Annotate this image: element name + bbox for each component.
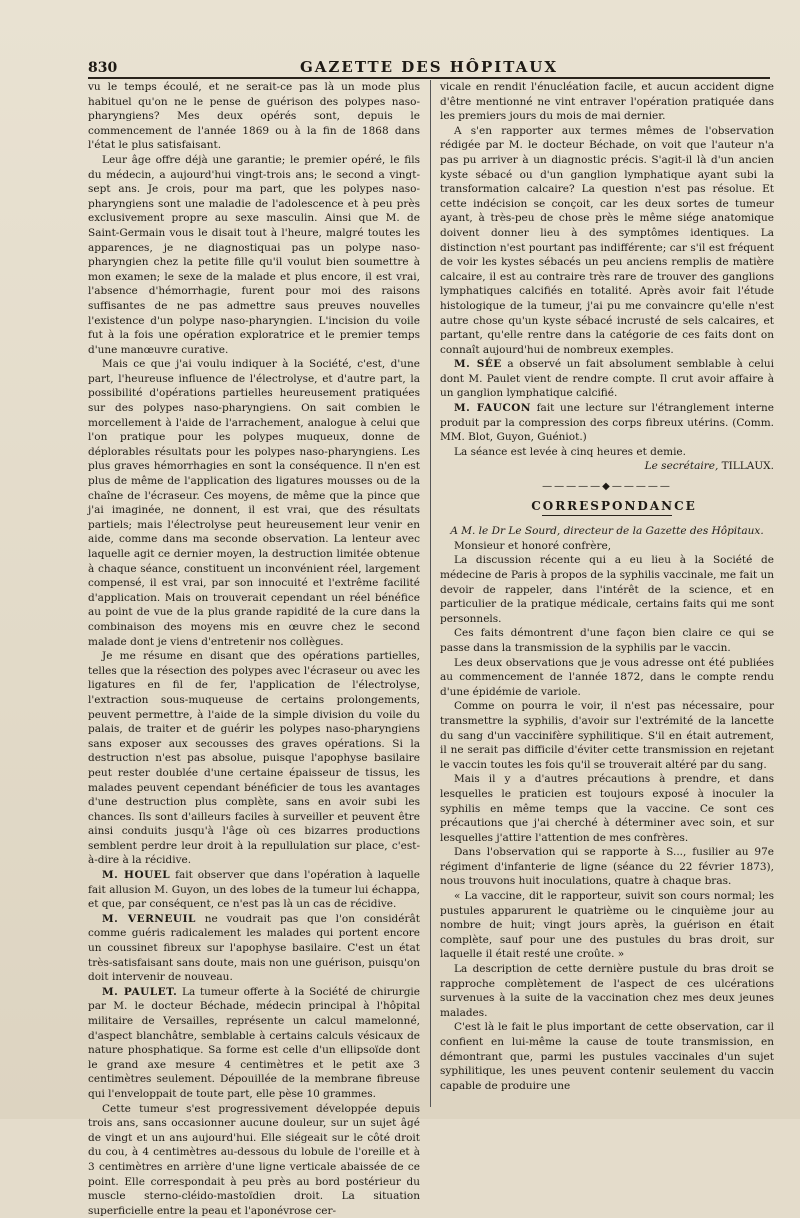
speaker-name: M. HOUEL (102, 869, 171, 882)
page-number: 830 (88, 60, 118, 76)
secretary-name: TILLAUX. (721, 460, 774, 473)
paragraph: Comme on pourra le voir, il n'est pas nécessaire, pour transmettre la syphilis, d'avoir sur l'extrémité de la lancette du sang d'un vaccinifère syphilitique. S'il en était autrement, il ne serait pas difficile d'éviter cette transmission en rejetant le vaccin toutes les fois qu'il se trouverait altéré par du sang. (440, 700, 774, 771)
section-title: CORRESPONDANCE (531, 498, 697, 513)
journal-title: GAZETTE DES HÔPITAUX (299, 58, 558, 76)
remark-text: fait observer que dans l'opération à laquelle fait allusion M. Guyon, un des lobes de la tumeur lui échappa, et que, par conséquent, ce n'est pas là un cas de récidive. (88, 869, 420, 911)
paulet-remark (88, 985, 420, 1102)
remark-text: a observé un fait absolument semblable à celui dont M. Paulet vient de rendre compte. Il crut avoir affaire à un ganglion lymphatique calcifié. (440, 358, 774, 400)
see-remark (440, 357, 774, 401)
paragraph: Ces faits démontrent d'une façon bien claire ce qui se passe dans la transmission de la syphilis par le vaccin. (440, 627, 774, 654)
header-rule (88, 77, 770, 79)
right-column (440, 80, 774, 1093)
speaker-name: M. PAULET. (102, 985, 178, 998)
houel-remark (88, 868, 420, 912)
paragraph: La discussion récente qui a eu lieu à la Société de médecine de Paris à propos de la syphilis vaccinale, me fait un devoir de rappeler, dans l'intérêt de la science, et en particulier de la pratique médicale, certains faits qui me sont personnels. (440, 554, 774, 625)
speaker-name: M. VERNEUIL (102, 912, 196, 925)
section-rule (542, 515, 672, 516)
paragraph: Mais ce que j'ai voulu indiquer à la Société, c'est, d'une part, l'heureuse influence de l'électrolyse, et d'autre part, la possibilité d'opérations partielles heureusement pratiquées sur des polypes naso-pharyngiens. On sait combien le morcellement à l'aide de l'arrachement, analogue à celui que l'on pratique pour les polypes muqueux, donne de déplorables résultats pour les polypes naso-pharyngiens. Les plus graves hémorrhagies en sont la conséquence. Il n'en est plus de même de l'application des ligatures mousses ou de la chaîne de l'écraseur. Ces moyens, de même que la pince que j'ai imaginée, ne donnent, il est vrai, que des résultats partiels; mais l'électrolyse peut heureusement leur venir en aide, comme dans ma seconde observation. La lenteur avec laquelle agit ce dernier moyen, la destruction limitée obtenue à chaque séance, constituent un inconvénient réel, largement compensé, il est vrai, par son innocuité et l'extrême facilité d'application. Mais on trouverait cependant un réel bénéfice au point de vue de la plus grande rapidité de la cure dans la combinaison des moyens mis en œuvre chez le second malade dont je viens d'entretenir nos collègues. (88, 358, 420, 648)
paragraph: vu le temps écoulé, et ne serait-ce pas là un mode plus habituel qu'on ne le pense de guérison des polypes naso-pharyngiens? Mes deux opérés sont, depuis le commencement de l'année 1869 ou à la fin de 1868 dans l'état le plus satisfaisant. (88, 81, 420, 152)
paragraph: La description de cette dernière pustule du bras droit se rapproche complètement de l'aspect de ces ulcérations survenues à la suite de la vaccination chez mes deux jeunes malades. (440, 963, 774, 1019)
letter-salutation: Monsieur et honoré confrère, (454, 539, 612, 552)
column-divider (430, 80, 431, 1107)
paragraph: A s'en rapporter aux termes mêmes de l'observation rédigée par M. le docteur Béchade, on voit que l'auteur n'a pas pu arriver à un diagnostic précis. S'agit-il là d'un ancien kyste sébacé ou d'un ganglion lymphatique ayant subi la transformation calcaire? La question n'est pas résolue. Et cette indécision se conçoit, car les deux sortes de tumeur ayant, à très-peu de chose près le même siége anatomique doivent donner lieu à des symptômes identiques. La distinction n'est pourtant pas indifférente; car s'il est fréquent de voir les kystes sébacés un peu anciens remplis de matière calcaire, il est au contraire très rare de trouver des ganglions lymphatiques calcifiés en totalité. Après avoir fait l'étude histologique de la tumeur, j'ai pu me convaincre qu'elle n'est autre chose qu'un kyste sébacé incrusté de sels calcaires, et partant, qu'elle rentre dans la catégorie de ces faits dont on connaît aujourd'hui de nombreux exemples. (440, 124, 774, 356)
remark-text: La tumeur offerte à la Société de chirurgie par M. le docteur Béchade, médecin principal à l'hôpital militaire de Versailles, représente un calcul mamelonné, d'aspect blanchâtre, semblable à certains calculs vésicaux de nature phosphatique. Sa forme est celle d'un ellipsoïde dont le grand axe mesure 4 centimètres et le petit axe 3 centimètres seulement. Dépouillée de la membrane fibreuse qui l'enveloppait de toute part, elle pèse 10 grammes. (88, 985, 420, 1100)
secretary-role: Le secrétaire, (644, 460, 719, 473)
paragraph: Dans l'observation qui se rapporte à S..., fusilier au 97e régiment d'infanterie de ligne (séance du 22 février 1873), nous trouvons huit inoculations, quatre à chaque bras. (440, 846, 774, 888)
paragraph: Je me résume en disant que des opérations partielles, telles que la résection des polypes avec l'écraseur ou avec les ligatures en fil de fer, l'application de l'électrolyse, l'extraction sous-muqueuse de certains prolongements, peuvent permettre, à l'aide de la simple division du voile du palais, de traiter et de guérir les polypes naso-pharyngiens sans exposer aux secousses des graves opérations. Si la destruction n'est pas absolue, puisque l'apophyse basilaire peut rester doublée d'une certaine épaisseur de tissus, les malades peuvent cependant bénéficier de tous les avantages d'une destruction plus complète, sans en avoir subi les chances. Ils sont d'ailleurs faciles à surveiller et peuvent être ainsi conduits jusqu'à l'âge où ces bizarres productions semblent perdre leur droit à la repullulation sur place, c'est-à-dire à la récidive. (88, 650, 420, 867)
signature (440, 459, 774, 474)
paragraph: Les deux observations que je vous adresse ont été publiées au commencement de l'année 1872, dans le compte rendu d'une épidémie de variole. (440, 656, 774, 698)
page-header (88, 52, 770, 76)
left-column (88, 80, 420, 1218)
paragraph: Leur âge offre déjà une garantie; le premier opéré, le fils du médecin, a aujourd'hui vingt-trois ans; le second a vingt-sept ans. Je crois, pour ma part, que les polypes naso-pharyngiens sont une maladie de l'adolescence et à peu près exclusivement propre au sexe masculin. Ainsi que M. de Saint-Germain vous le disait tout à l'heure, malgré toutes les apparences, je ne diagnostiquai pas un polype naso-pharyngien chez la petite fille qu'il voulut bien soumettre à mon examen; le sexe de la malade et plus encore, il est vrai, l'absence d'hémorrhagie, furent pour moi des raisons suffisantes de ne pas admettre saus preuves nouvelles l'existence d'un polype naso-pharyngien. L'incision du voile fut à la fois une opération exploratrice et le premier temps d'une manœuvre curative. (88, 153, 420, 356)
verneuil-remark (88, 912, 420, 985)
speaker-name: M. SÉE (454, 358, 502, 371)
remark-text: fait une lecture sur l'étranglement interne produit par la compression des corps fibreux utérins. (Comm. MM. Blot, Guyon, Guéniot.) (440, 402, 774, 444)
letter-address: A M. le Dr Le Sourd, directeur de la Gazette des Hôpitaux. (450, 525, 764, 538)
paragraph: vicale en rendit l'énucléation facile, et aucun accident digne d'être mentionné ne vint entraver l'opération pratiquée dans les premiers jours du mois de mai dernier. (440, 81, 774, 123)
speaker-name: M. FAUCON (454, 402, 531, 415)
paragraph: Cette tumeur s'est progressivement développée depuis trois ans, sans occasionner aucune douleur, sur un sujet âgé de vingt et un ans aujourd'hui. Elle siégeait sur le côté droit du cou, à 4 centimètres au-dessous du lobule de l'oreille et à 3 centimètres en arrière d'une ligne verticale abaissée de ce point. Elle correspondait à peu près au bord postérieur du muscle sterno-cléido-mastoïdien droit. La situation superficielle entre la peau et l'aponévrose cer- (88, 1102, 420, 1217)
paragraph: Mais il y a d'autres précautions à prendre, et dans lesquelles le praticien est toujours exposé à inoculer la syphilis en même temps que la vaccine. Ce sont ces précautions que j'ai cherché à déterminer avec soin, et sur lesquelles j'attire l'attention de mes confrères. (440, 773, 774, 844)
paragraph: C'est là le fait le plus important de cette observation, car il confient en lui-même la cause de toute transmission, en démontrant que, parmi les pustules vaccinales d'un sujet syphilitique, les unes peuvent contenir seulement du vaccin capable de produire une (440, 1021, 774, 1092)
faucon-remark (440, 401, 774, 445)
closing-line: La séance est levée à cinq heures et demie. (454, 445, 686, 458)
remark-text: ne voudrait pas que l'on considérât comme guéris radicalement les malades qui portent encore un coussinet fibreux sur l'apophyse basilaire. C'est un état très-satisfaisant sans doute, mais non une guérison, puisqu'on doit intervenir de nouveau. (88, 912, 420, 984)
paragraph: « La vaccine, dit le rapporteur, suivit son cours normal; les pustules apparurent le quatrième ou le cinquième jour au nombre de huit; vingt jours après, la guérison en était complète, sauf pour une des pustules du bras droit, sur laquelle il était resté une croûte. » (440, 890, 774, 961)
ornament-rule: —————◆————— (542, 481, 672, 493)
